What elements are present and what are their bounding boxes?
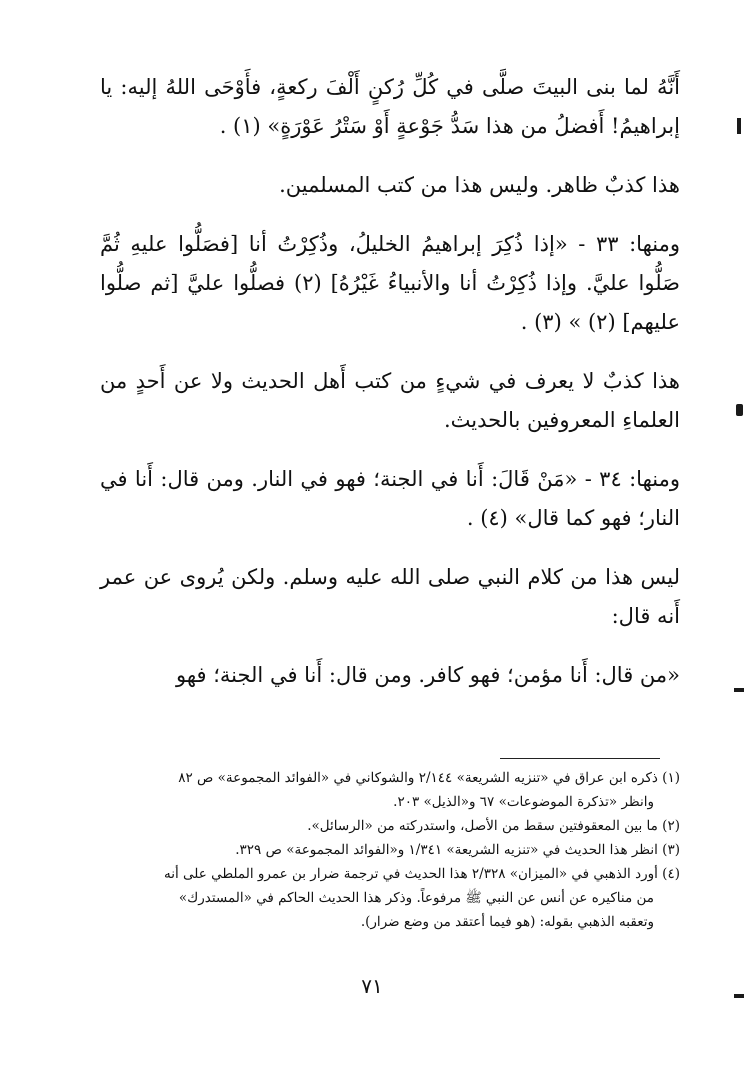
scan-edge-mark: [734, 994, 744, 998]
footnote-2: (٢) ما بين المعقوفتين سقط من الأصل، واستدركته من «الرسائل».: [307, 818, 680, 834]
footnote-4-end: وتعقبه الذهبي بقوله: (هو فيما أعتقد من وضع ضرار).: [360, 914, 654, 930]
footnote-3: (٣) انظر هذا الحديث في «تنزيه الشريعة» ١/٣٤١ و«الفوائد المجموعة» ص ٣٢٩.: [235, 842, 680, 858]
footnote-4-continued: من مناكيره عن أنس عن النبي ﷺ مرفوعاً. وذكر هذا الحديث الحاكم في «المستدرك»: [178, 890, 654, 906]
paragraph-6: ليس هذا من كلام النبي صلى الله عليه وسلم. ولكن يُروى عن عمر أَنه قال:: [100, 565, 680, 628]
page-number: ٧١: [361, 974, 383, 998]
paragraph-7: «من قال: أَنا مؤمن؛ فهو كافر. ومن قال: أَنا في الجنة؛ فهو: [175, 663, 680, 687]
scan-edge-mark: [737, 118, 741, 134]
footnote-1-continued: وانظر «تذكرة الموضوعات» ٦٧ و«الذيل» ٢٠٣.: [393, 794, 654, 810]
paragraph-3: ومنها: ٣٣ - «إذا ذُكِرَ إبراهيمُ الخليلُ، وذُكِرْتُ أنا [فصَلُّوا عليهِ ثُمَّ صَلُّوا عليَّ. وإذا ذُكِرْتُ أنا والأنبياءُ غَيْرُهُ] (٢) فصلُّوا عليَّ [ثم صلُّوا عليهم] (٢) » (٣) .: [100, 232, 680, 334]
paragraph-5: ومنها: ٣٤ - «مَنْ قَالَ: أَنا في الجنة؛ فهو في النار. ومن قال: أَنا في النار؛ فهو كما قال» (٤) .: [100, 467, 680, 530]
footnotes: [100, 766, 680, 934]
footnote-1: (١) ذكره ابن عراق في «تنزيه الشريعة» ٢/١٤٤ والشوكاني في «الفوائد المجموعة» ص ٨٢: [178, 770, 680, 786]
footnote-separator: [500, 758, 660, 759]
paragraph-1: أَنَّهُ لما بنى البيتَ صلَّى في كُلِّ رُكنٍ أَلْفَ ركعةٍ، فأَوْحَى اللهُ إليه: يا إبراهيمُ! أَفضلُ من هذا سَدُّ جَوْعةٍ أَوْ سَتْرُ عَوْرَةٍ» (١) .: [100, 75, 680, 138]
scan-edge-mark: [736, 404, 743, 416]
main-text: [100, 68, 680, 715]
paragraph-2: هذا كذبٌ ظاهر. وليس هذا من كتب المسلمين.: [279, 173, 680, 197]
footnote-4: (٤) أورد الذهبي في «الميزان» ٢/٣٢٨ هذا الحديث في ترجمة ضرار بن عمرو الملطي على أنه: [164, 866, 680, 882]
paragraph-4: هذا كذبٌ لا يعرف في شيءٍ من كتب أَهل الحديث ولا عن أَحدٍ من العلماءِ المعروفين بالحديث.: [100, 369, 680, 432]
scan-edge-mark: [734, 688, 744, 692]
